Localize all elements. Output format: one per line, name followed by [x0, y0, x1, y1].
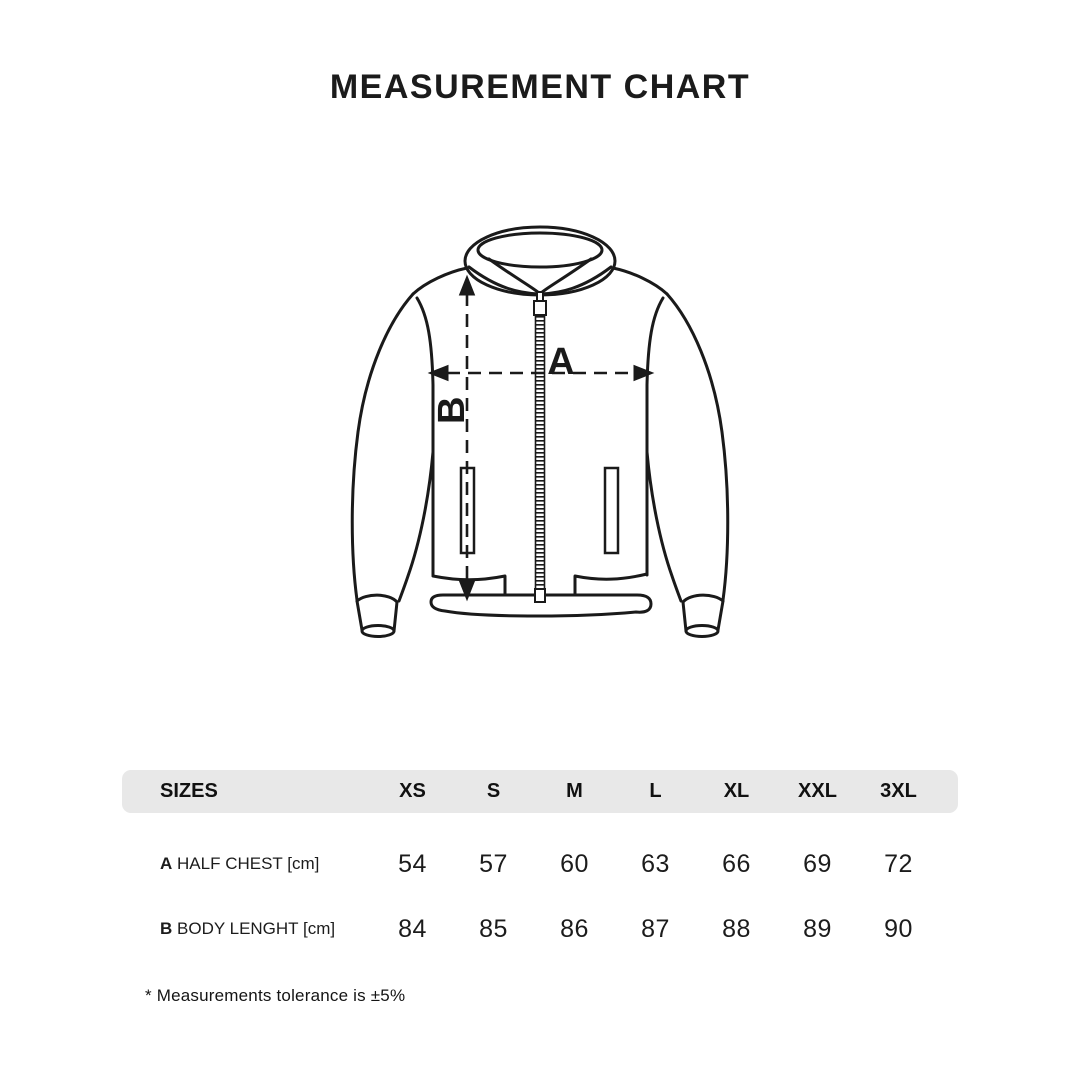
arrow-a-head-right: [634, 366, 653, 381]
page-title: MEASUREMENT CHART: [329, 68, 751, 106]
body-length-m: 86: [560, 914, 589, 943]
cuff-right: [686, 626, 718, 637]
body-length-xl: 88: [722, 914, 751, 943]
measure-label-b: B: [431, 396, 473, 424]
zipper-bottom-stop: [535, 589, 545, 602]
header-col-l: L: [649, 780, 662, 802]
shoulder-right: [613, 268, 667, 294]
zipper: [534, 292, 546, 602]
header-col-m: M: [566, 780, 583, 802]
row-a-text: HALF CHEST [cm]: [177, 854, 320, 873]
hood-inner: [478, 233, 602, 267]
hood-outer: [465, 227, 615, 295]
header-col-xl: XL: [723, 780, 750, 802]
row-b-label: [122, 919, 372, 939]
cuff-left: [362, 626, 394, 637]
body-length-xs: 84: [398, 914, 427, 943]
pocket-right: [605, 468, 618, 553]
header-sizes-label: SIZES: [160, 780, 218, 802]
row-a-label: [122, 854, 372, 874]
half-chest-m: 60: [560, 849, 589, 878]
arrow-b-head-up: [460, 276, 475, 295]
header-col-xxl: XXL: [798, 780, 837, 802]
half-chest-l: 63: [641, 849, 670, 878]
body-length-l: 87: [641, 914, 670, 943]
sleeve-right-outline: [667, 294, 728, 600]
body-length-xxl: 89: [803, 914, 832, 943]
body-length-s: 85: [479, 914, 508, 943]
row-a-key: A: [160, 854, 173, 873]
tolerance-footnote: * Measurements tolerance is ±5%: [145, 986, 406, 1005]
row-b-key: B: [160, 919, 173, 938]
half-chest-xl: 66: [722, 849, 751, 878]
sleeve-left-outline: [352, 294, 413, 600]
size-table: [122, 770, 958, 954]
table-row-half-chest: [122, 839, 958, 889]
half-chest-s: 57: [479, 849, 508, 878]
half-chest-xxl: 69: [803, 849, 832, 878]
row-b-text: BODY LENGHT [cm]: [177, 919, 336, 938]
table-row-body-length: [122, 904, 958, 954]
body-length-3xl: 90: [884, 914, 913, 943]
header-col-s: S: [486, 780, 501, 802]
shoulder-left: [413, 268, 467, 294]
header-col-3xl: 3XL: [880, 780, 917, 802]
header-col-xs: XS: [399, 780, 426, 802]
size-table-header: [122, 770, 958, 813]
half-chest-xs: 54: [398, 849, 427, 878]
measure-label-a: A: [547, 341, 575, 383]
half-chest-3xl: 72: [884, 849, 913, 878]
